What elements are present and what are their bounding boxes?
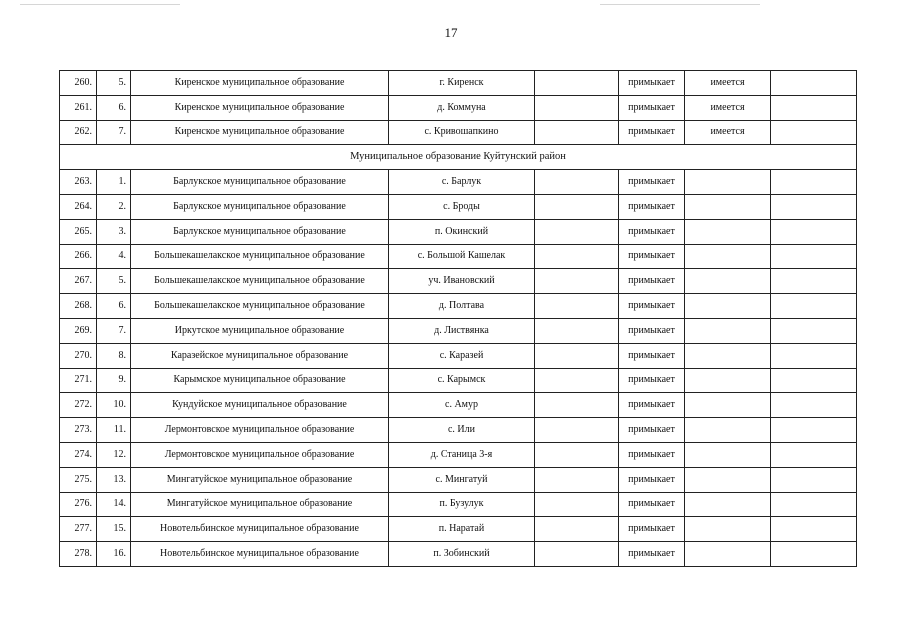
empty-cell [535,244,619,269]
municipality-name: Иркутское муниципальное образование [131,318,389,343]
status-value: примыкает [619,95,685,120]
municipality-name: Каразейское муниципальное образование [131,343,389,368]
row-number: 278. [60,542,97,567]
empty-cell [535,467,619,492]
row-subnumber: 6. [97,294,131,319]
table-row [60,517,857,542]
municipality-name: Большекашелакское муниципальное образование [131,269,389,294]
empty-cell [535,294,619,319]
municipality-name: Киренское муниципальное образование [131,120,389,145]
note-cell [771,294,857,319]
row-subnumber: 7. [97,318,131,343]
empty-cell [535,120,619,145]
presence-value: имеется [685,95,771,120]
settlement-name: д. Листвянка [389,318,535,343]
municipality-name: Новотельбинское муниципальное образование [131,517,389,542]
presence-value [685,343,771,368]
table-row [60,418,857,443]
settlement-table [59,70,857,567]
status-value: примыкает [619,542,685,567]
empty-cell [535,95,619,120]
table-row [60,71,857,96]
settlement-name: с. Большой Кашелак [389,244,535,269]
empty-cell [535,393,619,418]
note-cell [771,219,857,244]
row-subnumber: 10. [97,393,131,418]
note-cell [771,368,857,393]
settlement-name: д. Полтава [389,294,535,319]
row-subnumber: 7. [97,120,131,145]
note-cell [771,542,857,567]
empty-cell [535,170,619,195]
row-subnumber: 12. [97,442,131,467]
row-number: 262. [60,120,97,145]
row-number: 263. [60,170,97,195]
note-cell [771,194,857,219]
municipality-name: Мингатуйское муниципальное образование [131,467,389,492]
presence-value [685,219,771,244]
municipality-name: Барлукское муниципальное образование [131,194,389,219]
municipality-name: Большекашелакское муниципальное образование [131,294,389,319]
empty-cell [535,71,619,96]
note-cell [771,393,857,418]
note-cell [771,120,857,145]
row-subnumber: 6. [97,95,131,120]
municipality-name: Лермонтовское муниципальное образование [131,418,389,443]
presence-value [685,517,771,542]
municipality-name: Карымское муниципальное образование [131,368,389,393]
presence-value: имеется [685,120,771,145]
note-cell [771,269,857,294]
table-row [60,492,857,517]
row-number: 266. [60,244,97,269]
presence-value [685,467,771,492]
empty-cell [535,492,619,517]
table-row [60,318,857,343]
status-value: примыкает [619,343,685,368]
section-row [60,145,857,170]
municipality-name: Большекашелакское муниципальное образование [131,244,389,269]
municipality-name: Кундуйское муниципальное образование [131,393,389,418]
status-value: примыкает [619,244,685,269]
row-subnumber: 15. [97,517,131,542]
settlement-name: с. Амур [389,393,535,418]
empty-cell [535,368,619,393]
note-cell [771,467,857,492]
settlement-name: уч. Ивановский [389,269,535,294]
table-row [60,393,857,418]
note-cell [771,170,857,195]
empty-cell [535,517,619,542]
row-subnumber: 1. [97,170,131,195]
row-subnumber: 14. [97,492,131,517]
presence-value: имеется [685,71,771,96]
municipality-name: Барлукское муниципальное образование [131,170,389,195]
settlement-name: с. Мингатуй [389,467,535,492]
presence-value [685,542,771,567]
municipality-name: Барлукское муниципальное образование [131,219,389,244]
note-cell [771,318,857,343]
status-value: примыкает [619,492,685,517]
empty-cell [535,219,619,244]
settlement-name: с. Барлук [389,170,535,195]
row-number: 271. [60,368,97,393]
status-value: примыкает [619,269,685,294]
status-value: примыкает [619,219,685,244]
presence-value [685,318,771,343]
settlement-name: с. Кривошапкино [389,120,535,145]
row-subnumber: 9. [97,368,131,393]
municipality-name: Мингатуйское муниципальное образование [131,492,389,517]
table-row [60,120,857,145]
status-value: примыкает [619,442,685,467]
row-subnumber: 11. [97,418,131,443]
settlement-name: с. Карымск [389,368,535,393]
row-number: 275. [60,467,97,492]
row-subnumber: 3. [97,219,131,244]
table-row [60,294,857,319]
row-number: 269. [60,318,97,343]
note-cell [771,343,857,368]
settlement-name: п. Наратай [389,517,535,542]
table-row [60,194,857,219]
settlement-name: п. Зобинский [389,542,535,567]
page-number: 17 [444,25,458,40]
table-row [60,467,857,492]
status-value: примыкает [619,318,685,343]
row-subnumber: 16. [97,542,131,567]
presence-value [685,368,771,393]
municipality-name: Новотельбинское муниципальное образование [131,542,389,567]
municipality-name: Киренское муниципальное образование [131,71,389,96]
row-number: 277. [60,517,97,542]
status-value: примыкает [619,120,685,145]
row-number: 268. [60,294,97,319]
note-cell [771,517,857,542]
status-value: примыкает [619,467,685,492]
note-cell [771,244,857,269]
row-subnumber: 2. [97,194,131,219]
row-subnumber: 4. [97,244,131,269]
scan-artifact-top-right [600,4,760,5]
settlement-name: г. Киренск [389,71,535,96]
presence-value [685,170,771,195]
row-subnumber: 13. [97,467,131,492]
table-row [60,542,857,567]
empty-cell [535,269,619,294]
status-value: примыкает [619,71,685,96]
municipality-name: Лермонтовское муниципальное образование [131,442,389,467]
note-cell [771,442,857,467]
table-row [60,244,857,269]
presence-value [685,194,771,219]
status-value: примыкает [619,517,685,542]
status-value: примыкает [619,368,685,393]
table-body [60,71,857,567]
row-number: 274. [60,442,97,467]
status-value: примыкает [619,393,685,418]
presence-value [685,269,771,294]
note-cell [771,492,857,517]
presence-value [685,244,771,269]
presence-value [685,442,771,467]
empty-cell [535,418,619,443]
table-row [60,95,857,120]
settlement-name: п. Бузулук [389,492,535,517]
settlement-name: с. Или [389,418,535,443]
row-number: 272. [60,393,97,418]
settlement-name: с. Броды [389,194,535,219]
row-number: 264. [60,194,97,219]
status-value: примыкает [619,170,685,195]
row-subnumber: 8. [97,343,131,368]
table-row [60,442,857,467]
table-row [60,269,857,294]
note-cell [771,418,857,443]
presence-value [685,294,771,319]
row-number: 270. [60,343,97,368]
settlement-name: с. Каразей [389,343,535,368]
empty-cell [535,542,619,567]
table-row [60,368,857,393]
settlement-name: п. Окинский [389,219,535,244]
row-number: 267. [60,269,97,294]
presence-value [685,393,771,418]
row-number: 265. [60,219,97,244]
status-value: примыкает [619,194,685,219]
presence-value [685,492,771,517]
status-value: примыкает [619,418,685,443]
row-subnumber: 5. [97,269,131,294]
note-cell [771,95,857,120]
settlement-name: д. Станица 3-я [389,442,535,467]
empty-cell [535,442,619,467]
table-row [60,219,857,244]
empty-cell [535,343,619,368]
settlement-name: д. Коммуна [389,95,535,120]
status-value: примыкает [619,294,685,319]
row-number: 260. [60,71,97,96]
table-row [60,343,857,368]
scan-artifact-top-left [20,4,180,5]
row-number: 261. [60,95,97,120]
municipality-name: Киренское муниципальное образование [131,95,389,120]
row-number: 273. [60,418,97,443]
empty-cell [535,194,619,219]
row-number: 276. [60,492,97,517]
section-title: Муниципальное образование Куйтунский район [60,145,857,170]
note-cell [771,71,857,96]
table-row [60,170,857,195]
row-subnumber: 5. [97,71,131,96]
empty-cell [535,318,619,343]
presence-value [685,418,771,443]
